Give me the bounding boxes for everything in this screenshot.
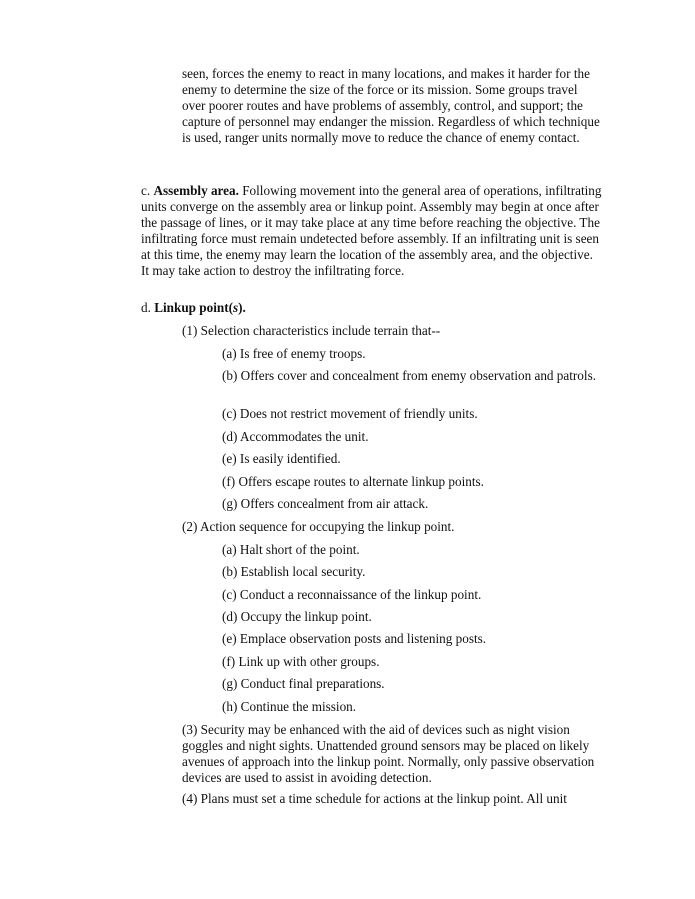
section-d-heading — [141, 300, 603, 316]
item-2b: (b) Establish local security. — [222, 564, 366, 579]
item-3: (3) Security may be enhanced with the aid of devices such as night vision goggles and night sights. Unattended ground sensors may be placed on likely avenues of approach into the linkup point. Normally, only passive observation devices are used to assist in avoiding detection. — [182, 722, 595, 785]
section-d-prefix: d. — [141, 300, 155, 315]
section-d-title-end: ). — [238, 300, 246, 315]
section-d-title — [154, 300, 246, 315]
item-1d: (d) Accommodates the unit. — [222, 429, 369, 444]
section-d-title-italic: s — [233, 300, 239, 315]
item-2h: (h) Continue the mission. — [222, 699, 357, 714]
item-2d: (d) Occupy the linkup point. — [222, 609, 372, 624]
item-1: (1) Selection characteristics include terrain that-- — [182, 323, 441, 338]
section-c-text: Following movement into the general area of operations, infiltrating units converge on the assembly area or linkup point. Assembly may begin at once after the passage of lines, or it may take place at any time before reaching the objective. The infiltrating force must remain undetected before assembly. If an infiltrating unit is seen at this time, the enemy may learn the location of the assembly area, and the objective. It may take action to destroy the infiltrating force. — [141, 183, 602, 278]
item-1e: (e) Is easily identified. — [222, 451, 341, 466]
item-1b: (b) Offers cover and concealment from enemy observation and patrols. — [222, 368, 596, 383]
item-2f: (f) Link up with other groups. — [222, 654, 380, 669]
item-1f: (f) Offers escape routes to alternate linkup points. — [222, 474, 484, 489]
item-2a: (a) Halt short of the point. — [222, 542, 360, 557]
item-1g: (g) Offers concealment from air attack. — [222, 496, 429, 511]
item-1a: (a) Is free of enemy troops. — [222, 346, 366, 361]
item-4: (4) Plans must set a time schedule for actions at the linkup point. All unit — [182, 791, 567, 806]
item-1c: (c) Does not restrict movement of friendly units. — [222, 406, 478, 421]
section-c-paragraph — [141, 183, 603, 279]
item-2g: (g) Conduct final preparations. — [222, 676, 385, 691]
section-c-heading: Assembly area. — [153, 183, 239, 198]
item-2: (2) Action sequence for occupying the linkup point. — [182, 519, 455, 534]
continuation-paragraph: seen, forces the enemy to react in many locations, and makes it harder for the enemy to determine the size of the force or its mission. Some groups travel over poorer routes and have problems of assembly, control, and support; the capture of personnel may endanger the mission. Regardless of which technique is used, ranger units normally move to reduce the chance of enemy contact. — [182, 66, 600, 145]
item-2c: (c) Conduct a reconnaissance of the linkup point. — [222, 587, 482, 602]
section-d-title-main: Linkup point( — [154, 300, 233, 315]
section-c-prefix: c. — [141, 183, 154, 198]
item-2e: (e) Emplace observation posts and listening posts. — [222, 631, 487, 646]
